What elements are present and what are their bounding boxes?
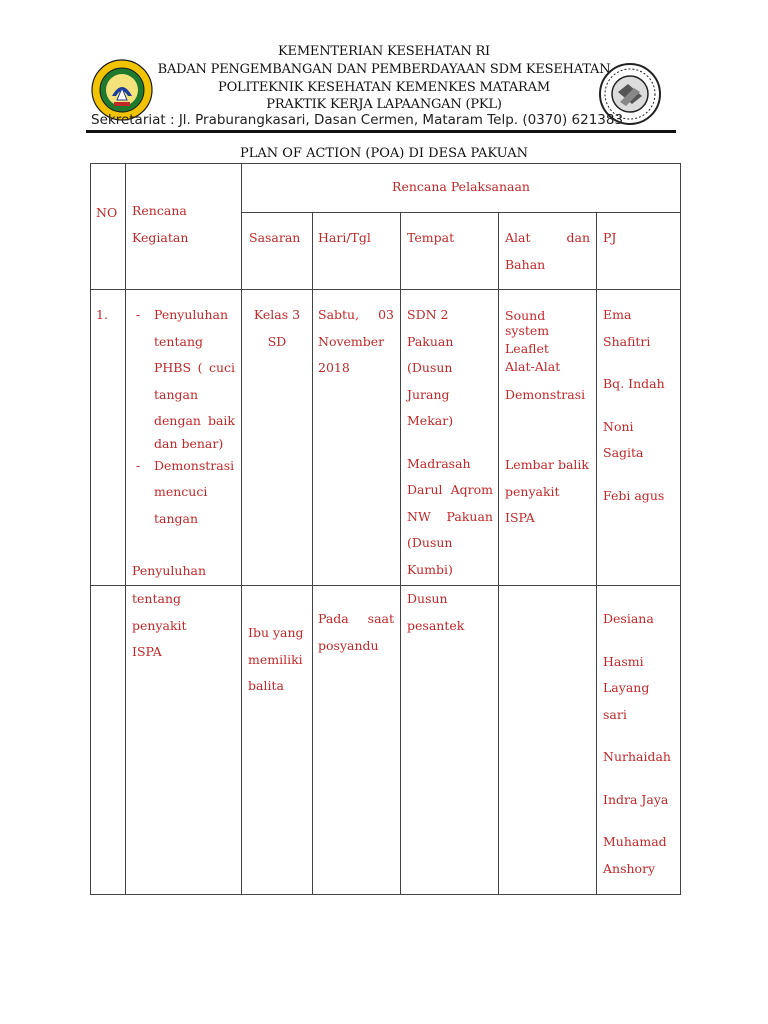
row1-tempat [401,290,498,583]
pj-name: Noni [603,418,634,434]
header-no-cell [91,164,126,290]
agency-name: BADAN PENGEMBANGAN DAN PEMBERDAYAAN SDM KESEHATAN [157,62,611,77]
kegiatan-line: mencuci [154,484,208,499]
header-pj: PJ [603,230,617,245]
header-alat-word: Alat [505,230,531,245]
tempat-line: NW Pakuan [407,508,493,524]
row2-tempat-cell [401,586,499,895]
sasaran-line: memiliki [248,651,303,667]
row1-sasaran-cell [242,290,313,586]
table-header-row [91,164,681,213]
hari-line: posyandu [318,637,379,653]
row2-alat-cell [499,586,597,895]
row1-pj [597,290,680,509]
row2-kegiatan [126,586,241,666]
hari-word: 03 [378,307,394,322]
hari-line: November [318,333,385,349]
row2-no-cell [91,586,126,895]
kegiatan-line: tangan [154,510,199,526]
pj-name: Hasmi [603,653,644,669]
header-rencana-line1: Rencana [132,203,187,218]
hari-word: Pada [318,611,349,626]
row2-hari [313,586,400,659]
header-rencana-kegiatan [126,164,241,251]
document-title: PLAN OF ACTION (POA) DI DESA PAKUAN [240,146,528,161]
hari-word: Sabtu, [318,307,360,322]
pj-name: Layang [603,680,650,695]
alat-line: Alat-Alat [505,359,561,374]
tempat-line: Jurang [407,386,450,402]
header-alat-bahan [499,213,596,278]
header-pj-cell [597,213,681,290]
row2-pj-cell [597,586,681,895]
header-hari-tgl: Hari/Tgl [318,230,371,245]
kegiatan-line: tentang penyakit [132,591,187,633]
program-name: PRAKTIK KERJA LAPAANGAN (PKL) [266,97,502,112]
row2-tempat [401,586,498,639]
row1-kegiatan-cell [126,290,242,586]
row1-tempat-cell [401,290,499,586]
row1-no-cell [91,290,126,586]
row1-no: 1. [96,307,108,322]
row1-kegiatan [126,290,241,585]
kegiatan-line: ISPA [132,644,162,659]
kegiatan-line: tangan [154,386,199,402]
tempat-line: Madrasah [407,455,471,471]
sasaran-line: balita [248,678,284,693]
pj-name: Desiana [603,611,654,626]
header-tempat: Tempat [407,230,455,245]
header-tempat-cell [401,213,499,290]
header-rencana-cell [126,164,242,290]
alat-line: Lembar balik [505,457,589,472]
ministry-name: KEMENTERIAN KESEHATAN RI [278,44,490,59]
tempat-line: SDN 2 [407,307,449,322]
row2-sasaran [242,586,312,700]
row1-sasaran [242,290,312,355]
kegiatan-line: Penyuluhan [132,563,207,578]
pj-name: Anshory [603,860,656,876]
sasaran-line: SD [267,333,287,349]
header-sasaran: Sasaran [249,230,301,245]
pj-name: Sagita [603,445,644,460]
table-row [91,290,681,586]
pj-name: Nurhaidah [603,749,671,764]
header-rencana-pelaksanaan: Rencana Pelaksanaan [392,179,530,194]
hari-word: saat [367,611,394,626]
row1-hari-cell [313,290,401,586]
header-dan-word: dan [566,230,590,245]
alat-line: penyakit [505,483,560,499]
kegiatan-item-phbs [132,302,235,453]
alat-line: Demonstrasi [505,387,586,402]
pj-name: Bq. Indah [603,376,665,391]
tempat-line: Dusun [407,591,448,606]
institution-name: POLITEKNIK KESEHATAN KEMENKES MATARAM [218,80,550,95]
tempat-line: Darul Aqrom [407,482,493,497]
kegiatan-line: tentang [154,333,203,349]
kegiatan-line: - Demonstrasi [154,457,235,473]
tempat-line: pesantek [407,617,465,633]
header-sasaran-cell [242,213,313,290]
header-alat-cell [499,213,597,290]
row1-alat [499,290,596,532]
header-hari-cell [313,213,401,290]
pj-name: Muhamad [603,834,667,849]
pj-name: Indra Jaya [603,791,669,807]
alat-line: ISPA [505,510,535,525]
table-row [91,586,681,895]
tempat-line: Mekar) [407,413,454,428]
pj-name: Ema [603,307,632,322]
row2-sasaran-cell [242,586,313,895]
letterhead [0,0,768,140]
row2-hari-cell [313,586,401,895]
kegiatan-line: - Penyuluhan [154,307,229,322]
pj-name: sari [603,706,627,722]
secretariat-address: Sekretariat : Jl. Praburangkasari, Dasan Cermen, Mataram Telp. (0370) 621383 [91,112,624,128]
alat-line: Leaflet [505,341,549,356]
kegiatan-line: dan benar) [154,435,224,451]
tempat-line: (Dusun [407,535,453,550]
row1-pj-cell [597,290,681,586]
alat-line: Sound system [505,308,550,338]
sasaran-line: Ibu yang [248,625,304,640]
header-pelaksanaan-cell [242,164,681,213]
header-no: NO [96,205,118,220]
header-rencana-line2: Kegiatan [132,229,189,245]
kegiatan-line: PHBS ( cuci [154,360,235,375]
tempat-line: Kumbi) [407,561,453,577]
hari-line: 2018 [318,360,350,375]
header-bahan-word: Bahan [505,256,546,272]
pj-name: Febi agus [603,487,665,503]
row2-kegiatan-cell [126,586,242,895]
poa-table [90,163,681,895]
kegiatan-line: dengan baik [154,413,235,428]
sasaran-line: Kelas 3 [253,307,301,322]
kegiatan-item-demonstrasi [132,453,235,533]
header-divider [86,130,676,133]
tempat-line: Pakuan [407,333,454,349]
pj-name: Shafitri [603,333,651,349]
row1-hari [313,290,400,382]
row1-alat-cell [499,290,597,586]
tempat-line: (Dusun [407,360,453,375]
row2-pj [597,586,680,882]
